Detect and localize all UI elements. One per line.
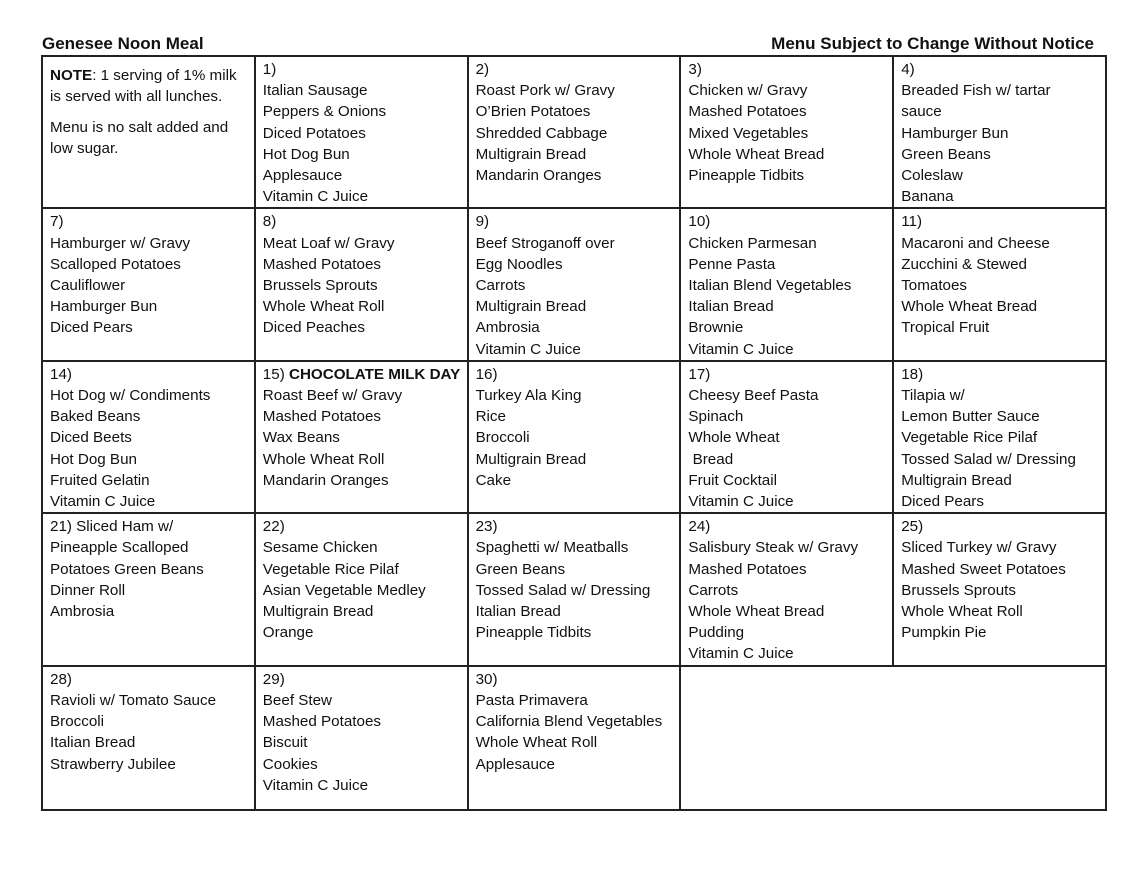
- menu-day-cell: [42, 208, 255, 360]
- menu-item: Rice: [475, 408, 506, 426]
- menu-item: Breaded Fish w/ tartar: [901, 82, 1051, 100]
- menu-item: Diced Pears: [50, 319, 133, 337]
- note-label: NOTE: [50, 67, 93, 84]
- menu-item: Scalloped Potatoes: [50, 255, 181, 273]
- menu-item: Hamburger w/ Gravy: [50, 234, 191, 252]
- menu-day-cell: [255, 513, 468, 665]
- page-title: Genesee Noon Meal: [42, 34, 204, 53]
- day-label: 29): [262, 670, 285, 688]
- menu-week-row: [42, 361, 1106, 513]
- menu-item: Mandarin Oranges: [262, 471, 389, 489]
- menu-item: Bread: [688, 450, 734, 468]
- menu-item: Whole Wheat Bread: [901, 298, 1038, 316]
- menu-item: Diced Potatoes: [262, 124, 366, 142]
- day-label: 25): [901, 518, 924, 536]
- menu-item: Macaroni and Cheese: [901, 234, 1050, 252]
- day-number: [263, 59, 460, 80]
- menu-item: Hamburger Bun: [50, 298, 158, 316]
- menu-item: Hamburger Bun: [901, 124, 1009, 142]
- menu-item: Diced Beets: [50, 429, 132, 447]
- menu-day-cell: [42, 666, 255, 810]
- day-number: [50, 516, 247, 537]
- menu-item: Cheesy Beef Pasta: [688, 387, 819, 405]
- menu-item: Mashed Potatoes: [262, 408, 381, 426]
- menu-item: Multigrain Bread: [475, 450, 587, 468]
- menu-item: Tossed Salad w/ Dressing: [475, 581, 651, 599]
- menu-item: Broccoli: [475, 429, 530, 447]
- menu-item: Mashed Potatoes: [688, 103, 807, 121]
- menu-item: Banana: [901, 188, 954, 206]
- menu-item: Sesame Chicken: [262, 539, 378, 557]
- menu-item: Vegetable Rice Pilaf: [901, 429, 1038, 447]
- menu-item: Whole Wheat Roll: [262, 450, 385, 468]
- menu-item: Green Beans: [901, 145, 991, 163]
- menu-item: Whole Wheat Bread: [688, 603, 825, 621]
- day-label: 3): [688, 61, 702, 78]
- menu-item: Multigrain Bread: [475, 298, 587, 316]
- day-number: [901, 516, 1098, 537]
- day-label: 24): [688, 518, 711, 536]
- day-number: [476, 364, 673, 385]
- day-label: 15): [262, 365, 285, 383]
- menu-item: Vitamin C Juice: [262, 776, 369, 794]
- menu-item: Brussels Sprouts: [262, 277, 378, 295]
- menu-item: Spinach: [688, 408, 744, 426]
- milk-note: [50, 65, 247, 107]
- day-number: [476, 211, 673, 232]
- menu-item: Ambrosia: [475, 319, 540, 337]
- menu-day-cell: [893, 56, 1106, 208]
- menu-day-cell: [468, 666, 681, 810]
- day-label: 2): [475, 61, 490, 78]
- menu-day-cell: [680, 56, 893, 208]
- menu-item: Diced Peaches: [262, 319, 365, 337]
- menu-item: Vitamin C Juice: [475, 340, 581, 358]
- menu-item: Carrots: [475, 277, 526, 295]
- day-label: 16): [475, 365, 498, 383]
- menu-item: Turkey Ala King: [475, 387, 582, 405]
- day-label: 1): [262, 61, 277, 78]
- menu-day-cell: [893, 208, 1106, 360]
- menu-item: Tilapia w/: [901, 387, 965, 405]
- empty-day-cell: [680, 666, 1106, 810]
- menu-item: Tropical Fruit: [901, 319, 990, 337]
- day-number: [688, 211, 885, 232]
- menu-item: Mashed Sweet Potatoes: [901, 560, 1066, 578]
- menu-item: Mandarin Oranges: [475, 167, 602, 185]
- day-label: 14): [50, 365, 72, 383]
- day-label: 30): [475, 670, 498, 688]
- day-number: [263, 364, 460, 385]
- menu-day-cell: [255, 361, 468, 513]
- menu-day-cell: [42, 361, 255, 513]
- menu-item: Mashed Potatoes: [262, 255, 381, 273]
- day-number: [688, 59, 885, 80]
- menu-item: Meat Loaf w/ Gravy: [262, 234, 395, 252]
- menu-item: Cake: [475, 471, 512, 489]
- day-number: [50, 669, 247, 690]
- menu-item: Strawberry Jubilee: [50, 755, 176, 773]
- menu-item: Whole Wheat Roll: [262, 298, 385, 316]
- menu-item: Pineapple Scalloped: [50, 539, 189, 557]
- menu-item: Wax Beans: [262, 429, 340, 447]
- menu-day-cell: [468, 513, 681, 665]
- menu-day-cell: [893, 513, 1106, 665]
- day-label: 17): [688, 365, 711, 383]
- menu-item: Hot Dog Bun: [50, 450, 137, 468]
- menu-item: Spaghetti w/ Meatballs: [475, 539, 629, 557]
- menu-item: Vitamin C Juice: [688, 493, 794, 511]
- menu-item: Beef Stroganoff over: [475, 234, 615, 252]
- menu-item: Italian Blend Vegetables: [688, 277, 852, 295]
- menu-item: Fruited Gelatin: [50, 471, 150, 489]
- menu-item: Penne Pasta: [688, 255, 776, 273]
- special-day-label: CHOCOLATE MILK DAY: [288, 365, 461, 383]
- menu-item: Orange: [262, 624, 314, 642]
- menu-item: Cookies: [262, 755, 318, 773]
- day-label: 7): [50, 213, 64, 231]
- day-number: [50, 364, 247, 385]
- menu-item: Pudding: [688, 624, 745, 642]
- menu-item: O’Brien Potatoes: [475, 103, 591, 121]
- menu-item: Applesauce: [262, 167, 343, 185]
- menu-week-row: [42, 666, 1106, 810]
- menu-item: Pineapple Tidbits: [688, 167, 805, 185]
- change-notice: Menu Subject to Change Without Notice: [771, 34, 1094, 53]
- menu-item: Asian Vegetable Medley: [262, 581, 426, 599]
- menu-calendar-body: [42, 56, 1106, 810]
- menu-item: Pasta Primavera: [475, 691, 588, 709]
- menu-item: Whole Wheat: [688, 429, 780, 447]
- menu-item: Hot Dog Bun: [262, 145, 350, 163]
- salt-sugar-note: Menu is no salt added and low sugar.: [50, 119, 229, 157]
- day-label: 21) Sliced Ham w/: [50, 518, 174, 536]
- day-number: [688, 516, 885, 537]
- menu-item: Chicken Parmesan: [688, 234, 817, 252]
- day-number: [901, 59, 1098, 80]
- day-label: 22): [262, 518, 285, 536]
- menu-item: Lemon Butter Sauce: [901, 408, 1040, 426]
- menu-item: Broccoli: [50, 713, 105, 731]
- menu-week-row: [42, 56, 1106, 208]
- menu-week-row: [42, 513, 1106, 665]
- menu-item: Green Beans: [475, 560, 566, 578]
- menu-day-cell: [680, 208, 893, 360]
- day-number: [263, 516, 460, 537]
- menu-calendar: [41, 55, 1107, 811]
- menu-item: Vitamin C Juice: [688, 645, 794, 663]
- menu-item: Chicken w/ Gravy: [688, 82, 808, 100]
- menu-item: Whole Wheat Roll: [901, 603, 1023, 621]
- menu-item: Ravioli w/ Tomato Sauce: [50, 691, 217, 709]
- day-number: [476, 669, 673, 690]
- menu-item: Peppers & Onions: [262, 103, 387, 121]
- menu-item: Ambrosia: [50, 603, 115, 621]
- note-cell: [42, 56, 255, 208]
- menu-item: Salisbury Steak w/ Gravy: [688, 539, 859, 557]
- menu-day-cell: [468, 208, 681, 360]
- menu-item: sauce: [901, 103, 942, 121]
- menu-week-row: [42, 208, 1106, 360]
- menu-item: Mashed Potatoes: [688, 560, 807, 578]
- note-text: : 1 serving of 1% milk is served with all lunches.: [50, 67, 237, 105]
- day-number: [901, 211, 1098, 232]
- day-label: 9): [475, 213, 490, 231]
- menu-item: Vegetable Rice Pilaf: [262, 560, 399, 578]
- menu-item: Tomatoes: [901, 277, 968, 295]
- menu-item: Cauliflower: [50, 277, 126, 295]
- menu-item: Italian Sausage: [262, 82, 368, 100]
- menu-item: Brownie: [688, 319, 744, 337]
- day-number: [263, 211, 460, 232]
- menu-item: Roast Beef w/ Gravy: [262, 387, 403, 405]
- day-label: 8): [262, 213, 277, 231]
- menu-item: Baked Beans: [50, 408, 141, 426]
- day-number: [901, 364, 1098, 385]
- menu-day-cell: [255, 208, 468, 360]
- day-label: 28): [50, 670, 72, 688]
- menu-item: Whole Wheat Bread: [688, 145, 825, 163]
- menu-item: Sliced Turkey w/ Gravy: [901, 539, 1057, 557]
- menu-item: Shredded Cabbage: [475, 124, 608, 142]
- menu-item: Coleslaw: [901, 167, 963, 185]
- menu-item: Vitamin C Juice: [688, 340, 794, 358]
- menu-item: Diced Pears: [901, 493, 984, 511]
- menu-item: Vitamin C Juice: [50, 493, 156, 511]
- menu-item: Fruit Cocktail: [688, 471, 778, 489]
- menu-item: Tossed Salad w/ Dressing: [901, 450, 1076, 468]
- day-label: 23): [475, 518, 498, 536]
- menu-item: Roast Pork w/ Gravy: [475, 82, 615, 100]
- day-label: 10): [688, 213, 711, 231]
- day-number: [688, 364, 885, 385]
- day-number: [476, 59, 673, 80]
- menu-item: Potatoes Green Beans: [50, 560, 204, 578]
- menu-item: Mashed Potatoes: [262, 713, 381, 731]
- menu-item: Pineapple Tidbits: [475, 624, 592, 642]
- menu-item: Pumpkin Pie: [901, 624, 987, 642]
- menu-item: Italian Bread: [688, 298, 774, 316]
- menu-item: Vitamin C Juice: [262, 188, 369, 206]
- menu-day-cell: [680, 513, 893, 665]
- day-label: 11): [901, 213, 923, 231]
- day-label: 4): [901, 61, 915, 78]
- menu-item: Applesauce: [475, 755, 555, 773]
- menu-day-cell: [255, 666, 468, 810]
- menu-item: Brussels Sprouts: [901, 581, 1016, 599]
- day-number: [476, 516, 673, 537]
- menu-day-cell: [468, 56, 681, 208]
- menu-day-cell: [255, 56, 468, 208]
- day-label: 18): [901, 365, 924, 383]
- menu-day-cell: [42, 513, 255, 665]
- menu-item: Italian Bread: [50, 734, 136, 752]
- day-number: [263, 669, 460, 690]
- menu-item: Hot Dog w/ Condiments: [50, 387, 211, 405]
- menu-item: Whole Wheat Roll: [475, 734, 598, 752]
- menu-item: California Blend Vegetables: [475, 713, 663, 731]
- menu-item: Multigrain Bread: [475, 145, 587, 163]
- menu-item: Egg Noodles: [475, 255, 563, 273]
- menu-item: Italian Bread: [475, 603, 561, 621]
- menu-item: Zucchini & Stewed: [901, 255, 1027, 273]
- menu-item: Multigrain Bread: [262, 603, 374, 621]
- menu-item: Biscuit: [262, 734, 308, 752]
- menu-item: Beef Stew: [262, 691, 333, 709]
- menu-item: Mixed Vegetables: [688, 124, 809, 142]
- menu-day-cell: [680, 361, 893, 513]
- menu-item: Dinner Roll: [50, 581, 126, 599]
- menu-day-cell: [468, 361, 681, 513]
- menu-day-cell: [893, 361, 1106, 513]
- menu-item: Carrots: [688, 581, 739, 599]
- day-number: [50, 211, 247, 232]
- menu-item: Multigrain Bread: [901, 471, 1012, 489]
